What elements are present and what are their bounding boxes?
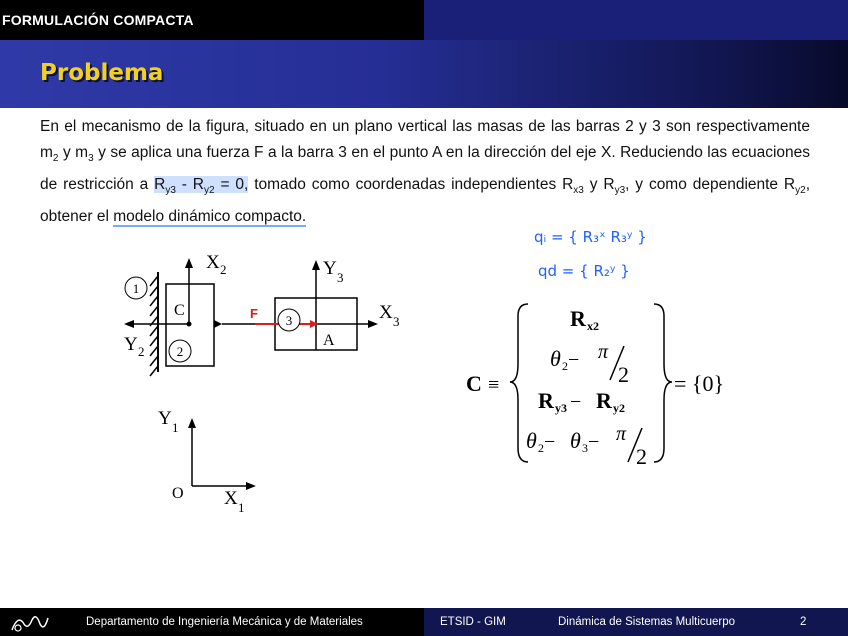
eq-row2-two: 2 — [618, 362, 629, 387]
eq-row3-r2: R — [596, 388, 612, 413]
slide-title: Problema — [40, 60, 164, 86]
label-x1-sub: 1 — [238, 500, 245, 515]
eq-row2-sub: 2 — [562, 359, 568, 373]
eq-row4-theta2: θ — [526, 428, 537, 453]
wall-hatching — [150, 276, 158, 376]
label-x3: X — [379, 302, 393, 323]
eq-row4-theta3: θ — [570, 428, 581, 453]
eq-row4-sub2: 2 — [538, 441, 544, 455]
eq-equiv: ≡ — [488, 374, 500, 396]
text-run: tomado como coordenadas independientes R — [248, 176, 574, 194]
label-x3-sub: 3 — [393, 314, 400, 329]
eq-row4-minus2: − — [588, 431, 600, 453]
text-run: y se aplica una fuerza F a la barra 3 en el punto A en la dirección del eje X. Reduciendo las ecuaciones de restricción a — [40, 144, 810, 194]
footer-page-number: 2 — [800, 616, 807, 628]
label-o: O — [172, 485, 184, 502]
eq-row2-pi: π — [598, 341, 609, 363]
eq-row3-r1: R — [538, 388, 554, 413]
text-run: En el mecanismo de la figura, situado en un plano vertical las masas de las barras 2 y 3 son respectivamente m — [40, 118, 810, 161]
text-run: y m — [58, 144, 89, 161]
eq-row3-sub1: y3 — [555, 401, 567, 415]
x2-arrowhead — [185, 258, 193, 268]
label-x2-sub: 2 — [220, 262, 227, 277]
eq-row2-minus: − — [568, 349, 580, 371]
eq-row2-theta: θ — [550, 346, 561, 371]
section-title: FORMULACIÓN COMPACTA — [2, 12, 194, 28]
joint-marker — [214, 320, 222, 328]
label-y3-sub: 3 — [337, 270, 344, 285]
label-a: A — [323, 332, 335, 349]
footer-department: Departamento de Ingeniería Mecánica y de Materiales — [86, 616, 363, 628]
text-run: y R — [583, 176, 615, 194]
subscript: 2 — [52, 153, 59, 165]
handwritten-qi: qᵢ = { R₃ˣ R₃ʸ } — [534, 228, 647, 246]
y3-arrowhead — [312, 260, 320, 270]
label-2: 2 — [176, 344, 184, 359]
y1-arrowhead — [188, 418, 196, 428]
right-brace — [654, 304, 672, 462]
top-bar-accent — [424, 0, 848, 40]
footer-school: ETSID - GIM — [440, 616, 506, 628]
text-run: , obtener el — [40, 176, 810, 226]
label-y3: Y — [323, 258, 337, 279]
x1-arrowhead — [246, 482, 256, 490]
top-bar — [0, 0, 848, 40]
handwritten-qd: qd = { R₂ʸ } — [538, 262, 630, 280]
text-run: , y como dependiente R — [625, 176, 796, 194]
underlined-goal: modelo dinámico compacto. — [113, 208, 307, 226]
eq-row3-sub2: y2 — [613, 401, 625, 415]
subscript: y3 — [614, 185, 626, 197]
eq-row4-pi: π — [616, 423, 627, 445]
label-y1-sub: 1 — [172, 420, 179, 435]
label-c: C — [174, 302, 185, 319]
eq-row4-two: 2 — [636, 444, 647, 468]
subscript: y2 — [795, 185, 806, 197]
title-bar — [0, 40, 848, 108]
highlighted-constraint: $R_{y3} - R_{y2} = 0$, — [154, 176, 249, 197]
y2-arrowhead — [124, 320, 134, 328]
label-x1: X — [224, 488, 238, 509]
footer-course: Dinámica de Sistemas Multicuerpo — [558, 616, 736, 628]
compact-constraint-equation — [460, 296, 760, 468]
eq-row4-sub3: 3 — [582, 441, 588, 455]
label-f: F — [250, 306, 258, 321]
eq-row1-r: R — [570, 306, 586, 331]
eq-lhs: C — [466, 371, 482, 396]
label-1: 1 — [132, 281, 140, 296]
point-c — [187, 322, 192, 327]
footer — [0, 608, 848, 636]
label-3: 3 — [285, 313, 293, 328]
eq-rhs: = {0} — [674, 371, 725, 396]
subscript: 3 — [88, 153, 94, 165]
problem-statement — [40, 114, 810, 230]
force-arrowhead — [310, 320, 318, 328]
mechanism-figure — [100, 240, 420, 520]
label-x2: X — [206, 252, 220, 273]
label-y1: Y — [158, 408, 172, 429]
eq-row3-minus: − — [570, 391, 582, 413]
eq-row4-minus1: − — [544, 431, 556, 453]
university-logo-icon — [8, 610, 52, 634]
eq-row1-sub: x2 — [587, 319, 599, 333]
problem-paragraph — [40, 114, 810, 230]
x3-arrowhead — [368, 320, 378, 328]
subscript: x3 — [573, 185, 584, 197]
label-y2-sub: 2 — [138, 344, 145, 359]
label-y2: Y — [124, 334, 138, 355]
